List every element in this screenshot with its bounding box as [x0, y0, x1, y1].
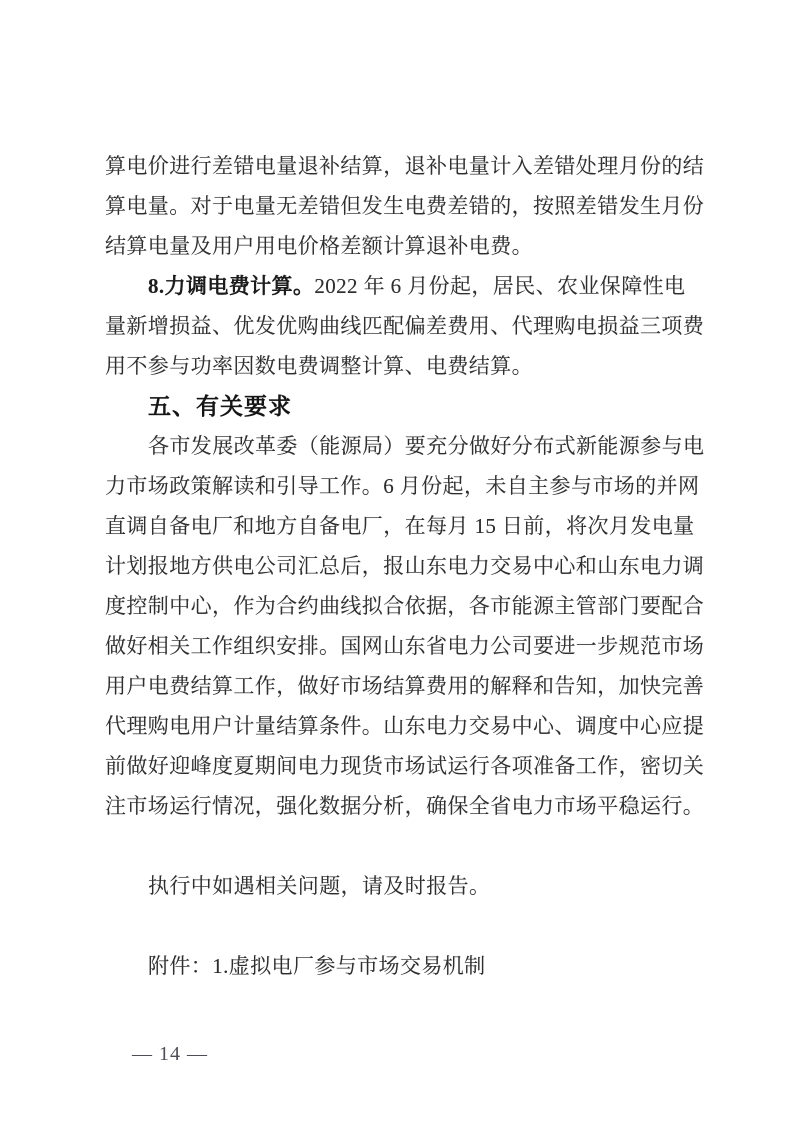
- body-line: 度控制中心，作为合约曲线拟合依据，各市能源主管部门要配合: [105, 594, 705, 618]
- body-line: 各市发展改革委（能源局）要充分做好分布式新能源参与电: [148, 434, 705, 458]
- body-line: 注市场运行情况，强化数据分析，确保全省电力市场平稳运行。: [105, 794, 705, 818]
- body-line: 计划报地方供电公司汇总后，报山东电力交易中心和山东电力调: [105, 554, 705, 578]
- body-line: 力市场政策解读和引导工作。6 月份起，未自主参与市场的并网: [105, 474, 700, 498]
- blank-line: [105, 906, 725, 946]
- body-line: 直调自备电厂和地方自备电厂，在每月 15 日前，将次月发电量: [105, 514, 695, 538]
- blank-line: [105, 826, 725, 866]
- body-line: 算电量。对于电量无差错但发生电费差错的，按照差错发生月份: [105, 194, 705, 218]
- section-heading: 五、有关要求: [148, 393, 292, 419]
- page-number: — 14 —: [132, 1043, 208, 1065]
- body-line: 量新增损益、优发优购曲线匹配偏差费用、代理购电损益三项费: [105, 314, 705, 338]
- body-line-item-8: [105, 266, 725, 306]
- body-line: 结算电量及用户用电价格差额计算退补电费。: [105, 234, 533, 258]
- bold-lead-text: 8.力调电费计算。: [148, 274, 315, 298]
- attachment-line: 附件：1.虚拟电厂参与市场交易机制: [148, 954, 486, 978]
- body-line: 用不参与功率因数电费调整计算、电费结算。: [105, 354, 533, 378]
- body-line: 代理购电用户计量结算条件。山东电力交易中心、调度中心应提: [105, 714, 705, 738]
- body-text: 2022 年 6 月份起，居民、农业保障性电: [314, 274, 686, 298]
- body-line-report-note: 执行中如遇相关问题，请及时报告。: [148, 874, 491, 898]
- body-line: 做好相关工作组织安排。国网山东省电力公司要进一步规范市场: [105, 634, 705, 658]
- body-line: 前做好迎峰度夏期间电力现货市场试运行各项准备工作，密切关: [105, 754, 705, 778]
- body-line: 算电价进行差错电量退补结算，退补电量计入差错处理月份的结: [105, 154, 705, 178]
- document-body: [105, 146, 725, 986]
- body-line: 用户电费结算工作，做好市场结算费用的解释和告知，加快完善: [105, 674, 705, 698]
